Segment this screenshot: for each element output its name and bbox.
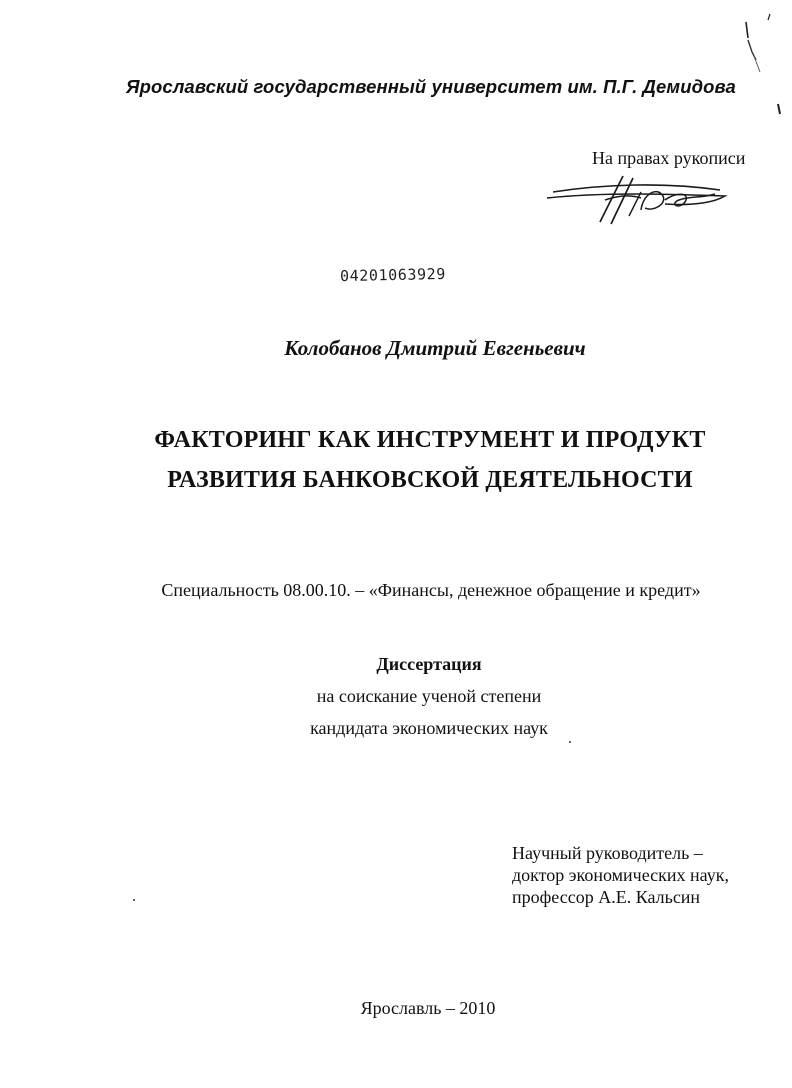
specialty-line: Специальность 08.00.10. – «Финансы, денежное обращение и кредит» [161,580,701,600]
scan-speck [133,899,135,901]
degree-line: на соискание ученой степени [316,686,542,706]
title-line: РАЗВИТИЯ БАНКОВСКОЙ ДЕЯТЕЛЬНОСТИ [167,467,693,493]
dissertation-title [0,420,792,500]
degree-line: кандидата экономических наук [310,718,548,738]
inventory-number: 04201063929 [339,264,447,286]
university-name: Ярославский государственный университет им. П.Г. Демидова [126,76,736,97]
city-year: Ярославль – 2010 [360,998,496,1018]
scientific-advisor [512,842,729,908]
advisor-line: доктор экономических наук, [512,865,729,885]
title-line: ФАКТОРИНГ КАК ИНСТРУМЕНТ И ПРОДУКТ [154,427,706,453]
signature-icon [545,170,730,230]
work-type: Диссертация [376,654,482,674]
manuscript-rights-note: На правах рукописи [592,148,746,168]
author-name: Колобанов Дмитрий Евгеньевич [284,336,586,360]
scan-speck [569,741,571,743]
scan-artifact [738,12,788,122]
advisor-line: профессор А.Е. Кальсин [512,887,701,907]
advisor-line: Научный руководитель – [512,843,703,863]
